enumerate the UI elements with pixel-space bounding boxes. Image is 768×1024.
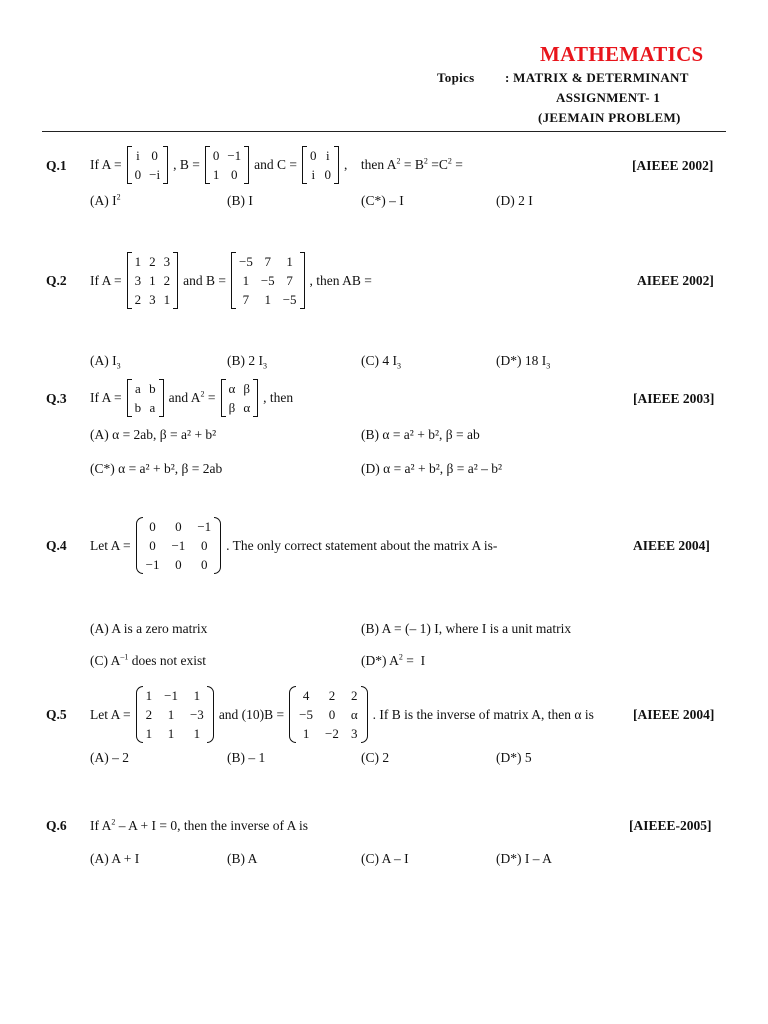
matrix-cell: 7	[264, 254, 272, 269]
option-d: (D*) 18 $I_3$	[496, 353, 551, 371]
matrix-cell: α	[243, 400, 251, 415]
matrix-cell: 0	[149, 538, 156, 553]
matrix-cell: −1	[164, 688, 178, 703]
matrix-cell: 1	[149, 273, 156, 288]
stem-text: If A =	[90, 157, 122, 172]
matrix-cell: 1	[302, 726, 310, 741]
option-d: (D) α = a² + b², β = a² – b²	[361, 461, 503, 476]
stem-text: If A =	[90, 272, 122, 288]
question-number: Q.4	[46, 538, 67, 553]
question-number: Q.1	[46, 158, 67, 173]
matrix-cell: b	[149, 381, 156, 396]
question-4-stem	[90, 517, 497, 574]
matrix-a	[127, 252, 179, 309]
source-tag: [AIEEE 2002]	[632, 158, 714, 173]
matrix-cell: −5	[239, 254, 253, 269]
question-number: Q.6	[46, 818, 67, 833]
matrix-cell: i	[311, 167, 316, 182]
question-number: Q.5	[46, 707, 67, 722]
matrix-a	[136, 686, 214, 743]
matrix-cell: 2	[149, 254, 156, 269]
matrix-cell: −1	[197, 519, 212, 534]
stem-text: , then	[263, 390, 294, 405]
option-d: (D*) I – A	[496, 851, 552, 866]
source-tag: [AIEEE-2005]	[629, 818, 712, 833]
option-d: (D*) 5	[496, 750, 532, 765]
matrix-cell: 1	[212, 167, 220, 182]
stem-text: , B =	[173, 157, 200, 172]
matrix-cell: −1	[171, 538, 186, 553]
matrix-cell: 1	[264, 292, 272, 307]
matrix-cell: 0	[324, 167, 332, 182]
stem-text: . If B is the inverse of matrix A, then α is	[372, 706, 594, 722]
matrix-cell: 1	[242, 273, 250, 288]
option-a: (A) $I_3$	[90, 353, 121, 371]
matrix-cell: a	[149, 400, 156, 415]
stem-text: and (10)B =	[218, 706, 285, 722]
stem-text: and C =	[254, 157, 298, 172]
option-a: (A) $I^2$	[90, 192, 121, 208]
matrix-cell: −1	[145, 557, 160, 572]
option-a: (A) α = 2ab, β = a² + b²	[90, 427, 217, 442]
source-tag: AIEEE 2002]	[637, 273, 714, 288]
option-c: (C) A – I	[361, 851, 409, 866]
matrix-cell: 2	[145, 707, 153, 722]
option-c: (C*) α = a² + b², β = 2ab	[90, 461, 223, 476]
option-c: (C*) – I	[361, 193, 404, 208]
question-3-stem	[90, 379, 293, 417]
question-5-stem	[90, 686, 594, 743]
matrix-cell: 1	[145, 726, 153, 741]
question-number: Q.3	[46, 391, 67, 406]
option-a: (A) – 2	[90, 750, 129, 765]
option-c: (C) $A^{-1}$ does not exist	[90, 652, 206, 668]
matrix-cell: 0	[212, 148, 220, 163]
matrix-cell: α	[228, 381, 236, 396]
topics-label: Topics	[437, 70, 475, 85]
page-title: MATHEMATICS	[540, 42, 704, 66]
option-a: (A) A is a zero matrix	[90, 621, 208, 636]
option-b: (B) α = a² + b², β = ab	[361, 427, 480, 442]
option-d: (D*) $A^2 = I$	[361, 652, 426, 668]
matrix-cell: 0	[200, 557, 208, 572]
option-b: (B) I	[227, 193, 253, 208]
matrix-cell: 2	[351, 688, 358, 703]
matrix-cell: 0	[310, 148, 317, 163]
matrix-cell: 3	[134, 273, 142, 288]
matrix-cell: 3	[351, 726, 358, 741]
stem-text: Let A =	[90, 706, 131, 722]
matrix-cell: β	[228, 400, 236, 415]
question-6-stem: If $A^2 - A + I = 0$, then the inverse of A is	[90, 817, 308, 833]
matrix-cell: β	[243, 381, 251, 396]
stem-text: , then $A^2 = B^2 =C^2$ =	[344, 156, 463, 172]
source-tag: [AIEEE 2004]	[633, 707, 715, 722]
matrix-cell: −3	[189, 707, 204, 722]
matrix-b	[205, 146, 249, 184]
header-divider	[42, 131, 726, 132]
source-tag: [AIEEE 2003]	[633, 391, 715, 406]
matrix-cell: 0	[328, 707, 336, 722]
matrix-cell: −5	[299, 707, 314, 722]
matrix-a	[127, 146, 168, 184]
stem-text: If A =	[90, 390, 122, 405]
subtitle: (JEEMAIN PROBLEM)	[538, 110, 681, 125]
matrix-cell: 1	[193, 688, 201, 703]
question-2-stem	[90, 252, 372, 309]
option-d: (D) 2 I	[496, 193, 533, 208]
matrix-cell: 3	[149, 292, 156, 307]
matrix-cell: 0	[134, 167, 142, 182]
topics-value: : MATRIX & DETERMINANT	[505, 70, 689, 85]
matrix-a-squared	[221, 379, 259, 417]
matrix-cell: 0	[151, 148, 158, 163]
matrix-cell: 1	[145, 688, 153, 703]
matrix-cell: 3	[163, 254, 171, 269]
matrix-a	[127, 379, 164, 417]
matrix-cell: 1	[286, 254, 293, 269]
option-c: (C) 2	[361, 750, 390, 765]
option-b: (B) A = (– 1) I, where I is a unit matrix	[361, 621, 572, 636]
stem-text: and B =	[183, 272, 226, 288]
option-b: (B) A	[227, 851, 258, 866]
matrix-cell: −5	[260, 273, 275, 288]
matrix-c	[302, 146, 339, 184]
matrix-a	[136, 517, 222, 574]
matrix-cell: 0	[175, 519, 182, 534]
matrix-cell: 2	[328, 688, 336, 703]
option-a: (A) A + I	[90, 851, 140, 866]
matrix-cell: 0	[231, 167, 238, 182]
matrix-cell: 1	[163, 292, 171, 307]
option-c: (C) 4 $I_3$	[361, 353, 401, 371]
matrix-b	[289, 686, 368, 743]
matrix-cell: −2	[325, 726, 339, 741]
matrix-cell: 2	[163, 273, 171, 288]
matrix-cell: a	[134, 381, 141, 396]
matrix-cell: α	[350, 707, 358, 722]
matrix-cell: 7	[242, 292, 250, 307]
matrix-cell: b	[134, 400, 142, 415]
matrix-b	[231, 252, 305, 309]
matrix-cell: 0	[200, 538, 208, 553]
matrix-cell: 1	[134, 254, 142, 269]
stem-text: . The only correct statement about the matrix A is-	[226, 537, 498, 553]
question-1-stem	[90, 146, 463, 184]
option-b: (B) 2 $I_3$	[227, 353, 267, 371]
matrix-cell: i	[325, 148, 330, 163]
matrix-cell: 1	[193, 726, 201, 741]
matrix-cell: 2	[134, 292, 142, 307]
matrix-cell: i	[136, 148, 140, 163]
stem-text: and $A^2$ =	[168, 389, 216, 405]
stem-text: Let A =	[90, 537, 131, 553]
assignment-label: ASSIGNMENT- 1	[556, 90, 661, 105]
matrix-cell: 0	[149, 519, 156, 534]
question-number: Q.2	[46, 273, 67, 288]
matrix-cell: 1	[167, 726, 175, 741]
matrix-cell: −5	[282, 292, 297, 307]
matrix-cell: −1	[227, 148, 242, 163]
matrix-cell: 7	[286, 273, 293, 288]
stem-text: , then AB =	[309, 272, 372, 288]
matrix-cell: 0	[175, 557, 182, 572]
matrix-cell: −i	[149, 167, 161, 182]
matrix-cell: 1	[167, 707, 175, 722]
option-b: (B) – 1	[227, 750, 266, 765]
matrix-cell: 4	[302, 688, 310, 703]
source-tag: AIEEE 2004]	[633, 538, 710, 553]
